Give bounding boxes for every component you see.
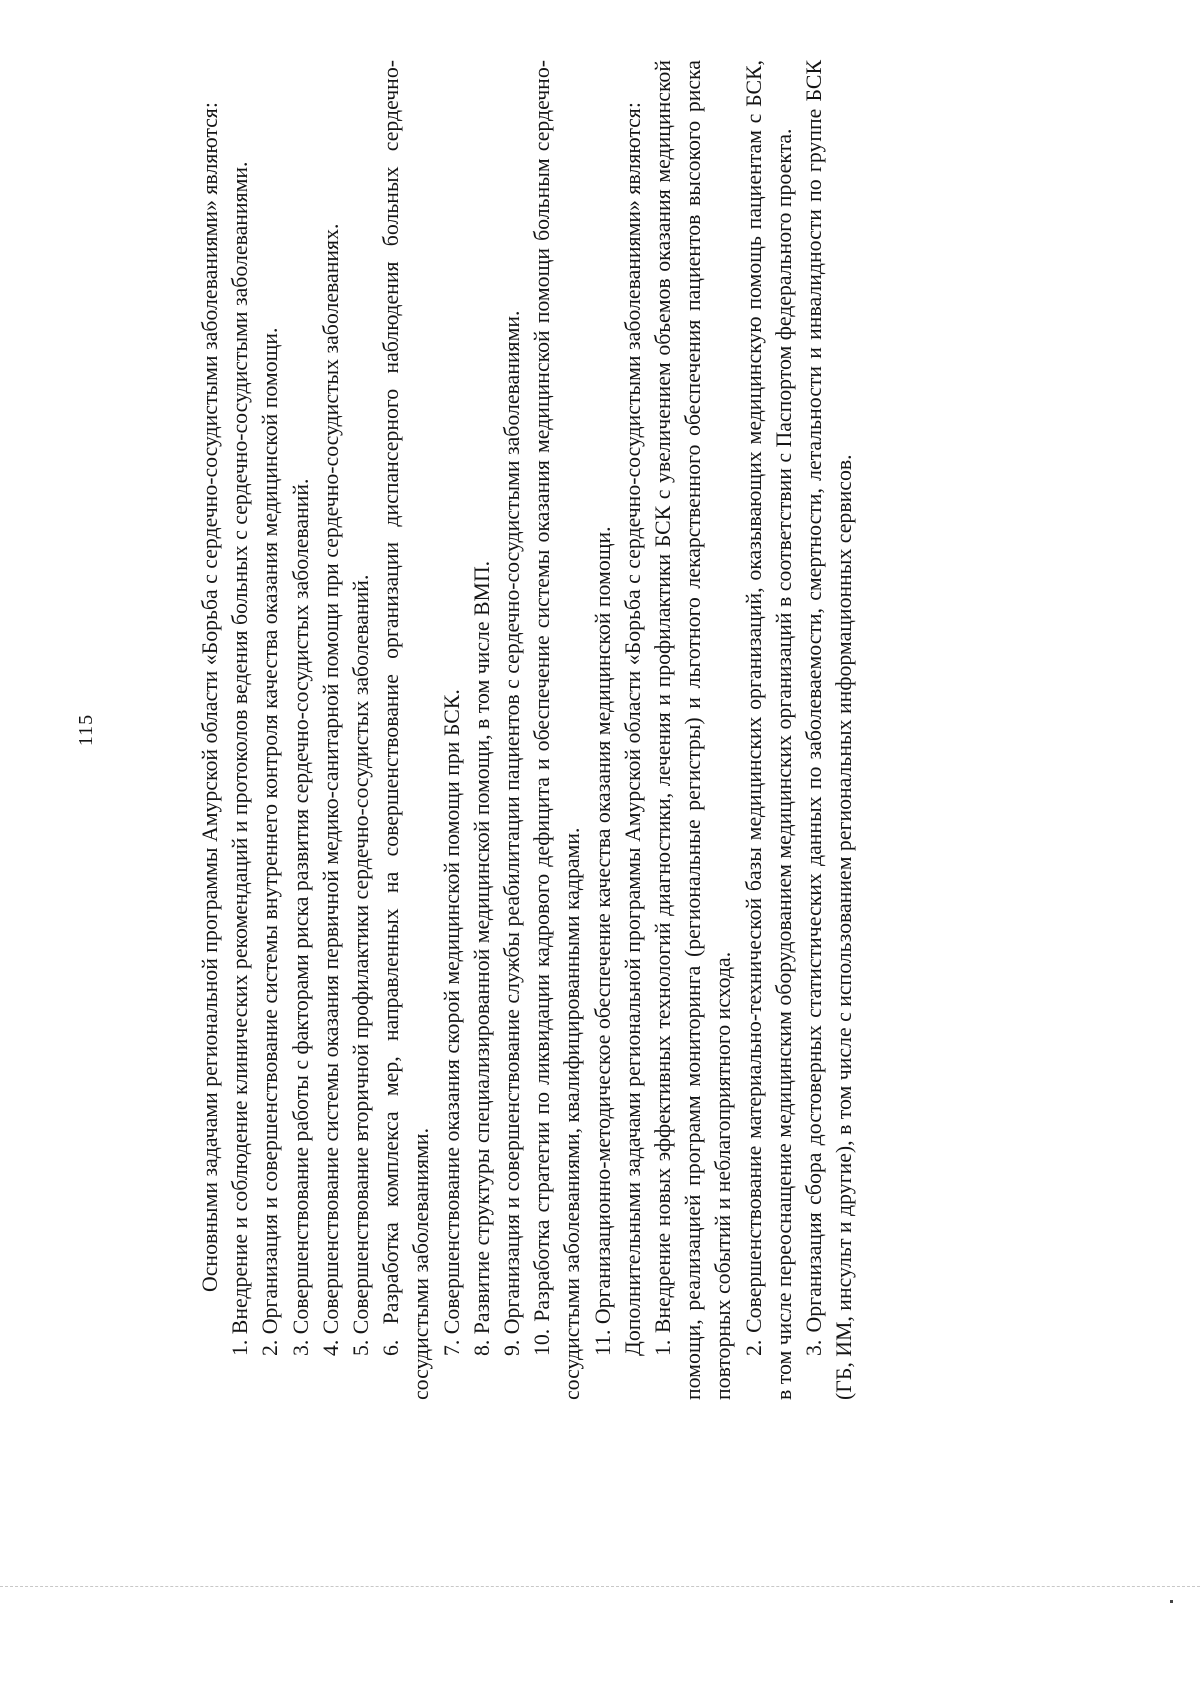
task-item-1: 1. Внедрение и соблюдение клинических рекомендаций и протоколов ведения больных с сердечно-сосудистыми заболеваниями.	[228, 161, 253, 1356]
additional-intro-paragraph: Дополнительными задачами региональной программы Амурской области «Борьба с сердечно-сосудистыми заболеваниями» являются:	[620, 102, 645, 1356]
task-item-10: 10. Разработка стратегии по ликвидации кадрового дефицита и обеспечение системы оказания медицинской помощи больным сердечно-сосудистыми заболеваниями, квалифицированными кадрами.	[530, 60, 585, 1400]
rotated-text-block	[75, 60, 1075, 1400]
task-item-8: 8. Развитие структуры специализированной медицинской помощи, в том числе ВМП.	[469, 560, 494, 1356]
scan-edge-line	[0, 1586, 1200, 1587]
task-item-3: 3. Совершенствование работы с факторами риска развития сердечно-сосудистых заболеваний.	[288, 478, 313, 1356]
task-item-6: 6. Разработка комплекса мер, направленных на совершенствование организации диспансерного наблюдения больных сердечно-сосудистыми заболеваниями.	[379, 60, 434, 1400]
task-item-5: 5. Совершенствование вторичной профилактики сердечно-сосудистых заболеваний.	[349, 574, 374, 1356]
task-item-11: 11. Организационно-методическое обеспечение качества оказания медицинской помощи.	[590, 526, 615, 1356]
task-item-2: 2. Организация и совершенствование системы внутреннего контроля качества оказания медицинской помощи.	[258, 327, 283, 1356]
additional-task-item-2: 2. Совершенствование материально-технической базы медицинских организаций, оказывающих медицинскую помощь пациентам с БСК, в том числе переоснащение медицинским оборудованием медицинских организаций в соответствии с Паспортом федерального проекта.	[741, 60, 796, 1400]
task-item-9: 9. Организация и совершенствование службы реабилитации пациентов с сердечно-сосудистыми заболеваниями.	[500, 310, 525, 1356]
task-item-4: 4. Совершенствование системы оказания первичной медико-санитарной помощи при сердечно-сосудистых заболеваниях.	[318, 223, 343, 1356]
additional-task-item-1: 1. Внедрение новых эффективных технологий диагностики, лечения и профилактики БСК с увеличением объемов оказания медицинской помощи, реализацией программ мониторинга (региональные регистры) и льготного лекарственного обеспечения пациентов высокого риска повторных событий и неблагоприятного исхода.	[651, 60, 736, 1400]
task-item-7: 7. Совершенствование оказания скорой медицинской помощи при БСК.	[439, 689, 464, 1356]
additional-task-item-3: 3. Организация сбора достоверных статистических данных по заболеваемости, смертности, летальности и инвалидности по группе БСК (ГБ, ИМ, инсульт и другие), в том числе с использованием региональных информационных сервисов.	[802, 60, 857, 1400]
page-number: 115	[75, 713, 97, 747]
scan-speck	[1170, 1600, 1173, 1603]
intro-paragraph: Основными задачами региональной программы Амурской области «Борьба с сердечно-сосудистыми заболеваниями» являются:	[198, 102, 222, 1292]
document-body	[195, 60, 859, 1400]
